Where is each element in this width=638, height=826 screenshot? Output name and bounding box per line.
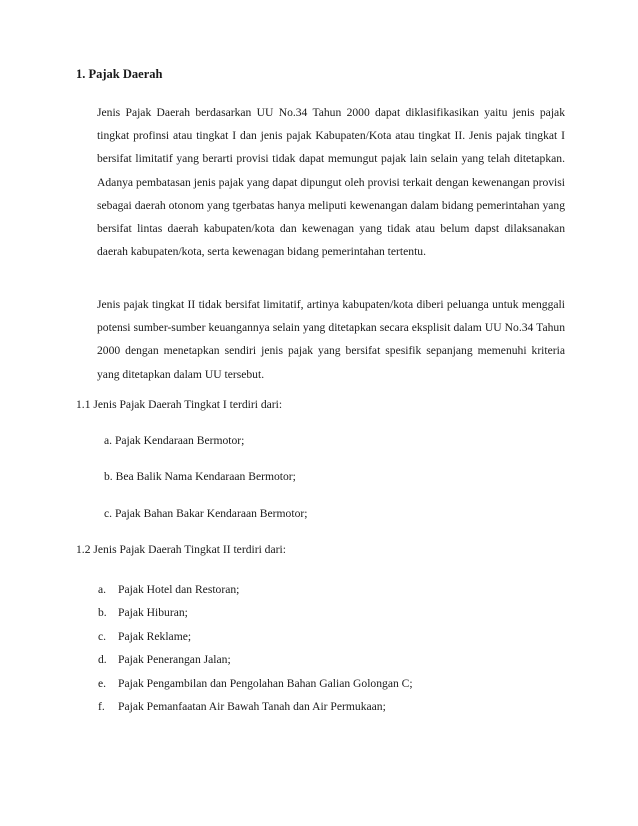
list-item: a. Pajak Kendaraan Bermotor;: [104, 434, 245, 447]
list-marker: a.: [98, 583, 107, 596]
list-item: [98, 625, 413, 648]
list-item-text: Pajak Reklame;: [118, 629, 192, 643]
list-marker: d.: [98, 653, 107, 667]
list-item-text: Pajak Penerangan Jalan;: [118, 653, 231, 667]
list-item: [98, 578, 413, 601]
list-marker: f.: [98, 699, 105, 713]
list-item: b. Bea Balik Nama Kendaraan Bermotor;: [104, 470, 296, 483]
list-item-text: Pajak Hotel dan Restoran;: [118, 583, 240, 596]
list-marker: b.: [98, 606, 107, 620]
tax-list-level-2: [98, 578, 413, 718]
subsection-1-1-heading: 1.1 Jenis Pajak Daerah Tingkat I terdiri dari:: [76, 398, 283, 411]
list-item-text: Pajak Pemanfaatan Air Bawah Tanah dan Air Permukaan;: [118, 699, 386, 713]
list-marker: e.: [98, 676, 107, 690]
list-item: [98, 601, 413, 624]
list-item: [98, 695, 413, 718]
paragraph-1: Jenis Pajak Daerah berdasarkan UU No.34 Tahun 2000 dapat diklasifikasikan yaitu jenis pajak tingkat profinsi atau tingkat I dan jenis pajak Kabupaten/Kota atau tingkat II. Jenis pajak tingkat I bersifat limitatif yang berarti provisi tidak dapat memungut pajak lain selain yang telah ditetapkan. Adanya pembatasan jenis pajak yang dapat dipungut oleh provisi terkait dengan kewenangan provisi sebagai daerah otonom yang tgerbatas hanya meliputi kewenangan dalam bidang pemerintahan yang bersifat lintas daerah kabupaten/kota dan kewenagan yang tidak atau belum dapst dilaksanakan daerah kabupaten/kota, serta kewenagan bidang pemerintahan tertentu.: [97, 106, 565, 259]
list-item: c. Pajak Bahan Bakar Kendaraan Bermotor;: [104, 507, 308, 520]
subsection-1-2-heading: 1.2 Jenis Pajak Daerah Tingkat II terdiri dari:: [76, 543, 286, 556]
list-item-text: Pajak Pengambilan dan Pengolahan Bahan Galian Golongan C;: [118, 676, 413, 690]
list-item: [98, 648, 413, 671]
list-item-text: Pajak Hiburan;: [118, 606, 188, 620]
section-heading: 1. Pajak Daerah: [76, 67, 163, 81]
paragraph-2: Jenis pajak tingkat II tidak bersifat limitatif, artinya kabupaten/kota diberi peluanga untuk menggali potensi sumber-sumber keuangannya selain yang ditetapkan secara eksplisit dalam UU No.34 Tahun 2000 dengan menetapkan sendiri jenis pajak yang bersifat spesifik sepanjang memenuhi kriteria yang ditetapkan dalam UU tersebut.: [97, 298, 565, 381]
list-marker: c.: [98, 629, 107, 643]
list-item: [98, 672, 413, 695]
